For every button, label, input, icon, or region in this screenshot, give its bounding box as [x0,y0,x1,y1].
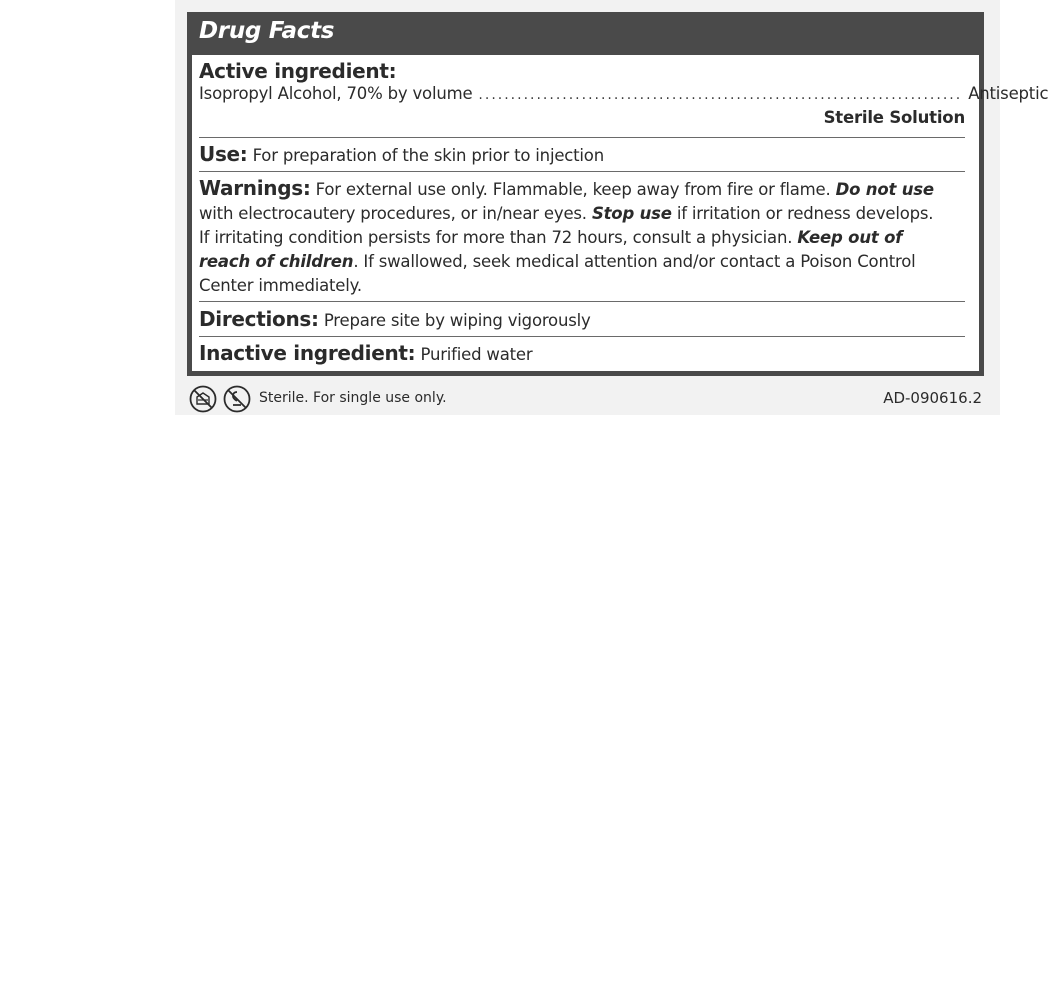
label-footer [187,384,984,414]
divider [199,336,965,337]
inactive-ingredient-heading: Inactive ingredient: [199,341,416,365]
use-heading: Use: [199,142,248,166]
warnings-do-not-use: Do not use [835,180,934,199]
warnings-heading: Warnings: [199,176,311,200]
warnings-text: . If swallowed, seek medical attention and/or contact a Poison Control [353,252,916,271]
warnings-text: with electrocautery procedures, or in/near eyes. [199,204,587,223]
active-ingredient-heading: Active ingredient: [199,59,397,83]
directions-text: Prepare site by wiping vigorously [323,311,591,330]
leader-dots: ........................................................................... [478,87,963,103]
product-type: Sterile Solution [823,108,965,127]
drug-facts-panel [187,12,1048,376]
warnings-section [199,176,965,298]
drug-facts-title: Drug Facts [199,18,335,44]
warnings-keep-out: Keep out of [797,228,903,247]
warnings-text: If irritating condition persists for more than 72 hours, consult a physician. [199,228,793,247]
drug-facts-body [192,55,1048,371]
active-ingredient-section [199,59,1048,130]
warnings-text: Center immediately. [199,276,362,295]
product-code: AD-090616.2 [883,389,982,407]
do-not-resterilize-icon [189,385,217,413]
inactive-ingredient-text: Purified water [420,345,533,364]
directions-heading: Directions: [199,307,319,331]
warnings-stop-use: Stop use [591,204,672,223]
use-text: For preparation of the skin prior to injection [252,146,604,165]
do-not-reuse-icon [223,385,251,413]
active-ingredient-name: Isopropyl Alcohol, 70% by volume [199,84,473,103]
active-ingredient-row [199,83,1048,106]
active-ingredient-purpose: Antiseptic [968,84,1048,103]
divider [199,137,965,138]
divider [199,171,965,172]
use-section [199,142,965,168]
single-use-note: Sterile. For single use only. [259,390,447,406]
divider [199,301,965,302]
inactive-ingredient-section [199,341,965,367]
warnings-text: For external use only. Flammable, keep away from fire or flame. [315,180,831,199]
warnings-children: reach of children [199,252,354,271]
warnings-text: if irritation or redness develops. [676,204,934,223]
directions-section [199,307,965,333]
